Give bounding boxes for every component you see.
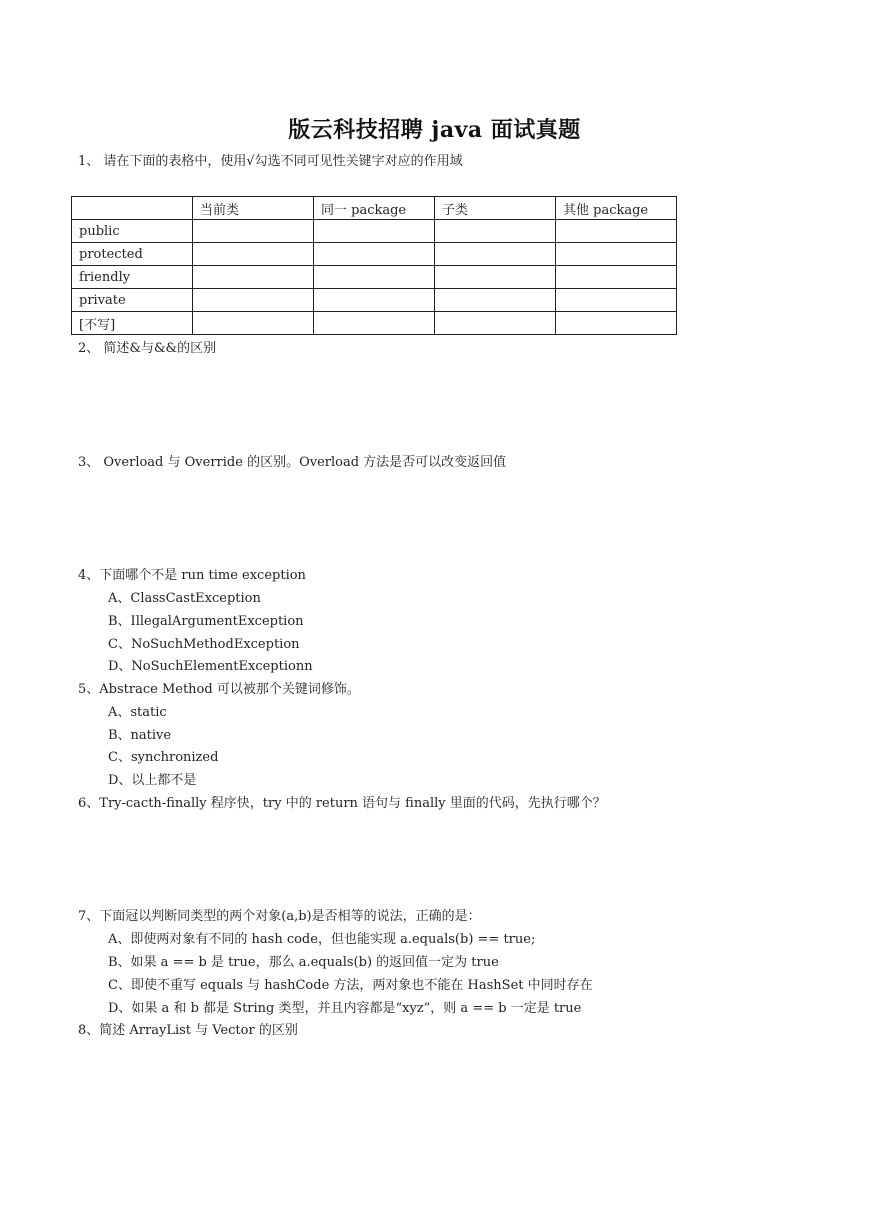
question-6: 6、Try-cacth-finally 程序快，try 中的 return 语句与 finally 里面的代码，先执行哪个？ [78, 796, 606, 811]
question-5-option-b: B、native [108, 728, 172, 743]
table-cell [556, 220, 677, 243]
table-cell [193, 266, 314, 289]
table-cell [556, 289, 677, 312]
question-4-option-d: D、NoSuchElementExceptionn [108, 659, 313, 674]
table-cell [435, 243, 556, 266]
question-5-option-c: C、synchronized [108, 750, 219, 765]
table-cell [193, 220, 314, 243]
table-cell [193, 243, 314, 266]
table-cell [314, 312, 435, 335]
question-4-option-b: B、IllegalArgumentException [108, 614, 304, 629]
table-cell [314, 289, 435, 312]
table-row [72, 312, 677, 335]
table-cell [435, 220, 556, 243]
table-cell [314, 220, 435, 243]
question-4-option-a: A、ClassCastException [108, 591, 261, 606]
header-same-package: 同一 package [314, 197, 435, 220]
question-7: 7、下面冠以判断同类型的两个对象(a,b)是否相等的说法，正确的是： [78, 909, 481, 924]
table-cell [556, 266, 677, 289]
header-cell-empty [72, 197, 193, 220]
page-title: 版云科技招聘 java 面试真题 [288, 117, 581, 143]
question-2: 2、 简述&与&&的区别 [78, 341, 217, 356]
row-label-default: [不写] [72, 312, 193, 335]
table-row [72, 289, 677, 312]
question-3: 3、 Overload 与 Override 的区别。Overload 方法是否可以改变返回值 [78, 455, 507, 470]
question-4: 4、下面哪个不是 run time exception [78, 568, 306, 583]
table-row [72, 220, 677, 243]
question-4-option-c: C、NoSuchMethodException [108, 637, 300, 652]
table-cell [314, 266, 435, 289]
row-label-protected: protected [72, 243, 193, 266]
table-cell [435, 312, 556, 335]
question-5-option-d: D、以上都不是 [108, 773, 197, 788]
question-5: 5、Abstrace Method 可以被那个关键词修饰。 [78, 682, 360, 697]
table-row [72, 266, 677, 289]
header-other-package: 其他 package [556, 197, 677, 220]
row-label-friendly: friendly [72, 266, 193, 289]
question-1: 1、 请在下面的表格中，使用√勾选不同可见性关键字对应的作用域 [78, 154, 463, 169]
row-label-public: public [72, 220, 193, 243]
table-cell [193, 312, 314, 335]
table-cell [556, 243, 677, 266]
question-8: 8、简述 ArrayList 与 Vector 的区别 [78, 1023, 298, 1038]
table-header-row [72, 197, 677, 220]
table-cell [193, 289, 314, 312]
visibility-table [71, 196, 677, 335]
question-7-option-a: A、即使两对象有不同的 hash code，但也能实现 a.equals(b) == true; [108, 932, 536, 947]
question-7-option-d: D、如果 a 和 b 都是 String 类型，并且内容都是“xyz”，则 a == b 一定是 true [108, 1001, 582, 1016]
question-7-option-c: C、即使不重写 equals 与 hashCode 方法，两对象也不能在 HashSet 中同时存在 [108, 978, 593, 993]
row-label-private: private [72, 289, 193, 312]
table-cell [314, 243, 435, 266]
question-7-option-b: B、如果 a == b 是 true，那么 a.equals(b) 的返回值一定为 true [108, 955, 499, 970]
table-cell [435, 266, 556, 289]
table-row [72, 243, 677, 266]
header-current-class: 当前类 [193, 197, 314, 220]
header-subclass: 子类 [435, 197, 556, 220]
table-cell [435, 289, 556, 312]
question-5-option-a: A、static [108, 705, 167, 720]
table-cell [556, 312, 677, 335]
